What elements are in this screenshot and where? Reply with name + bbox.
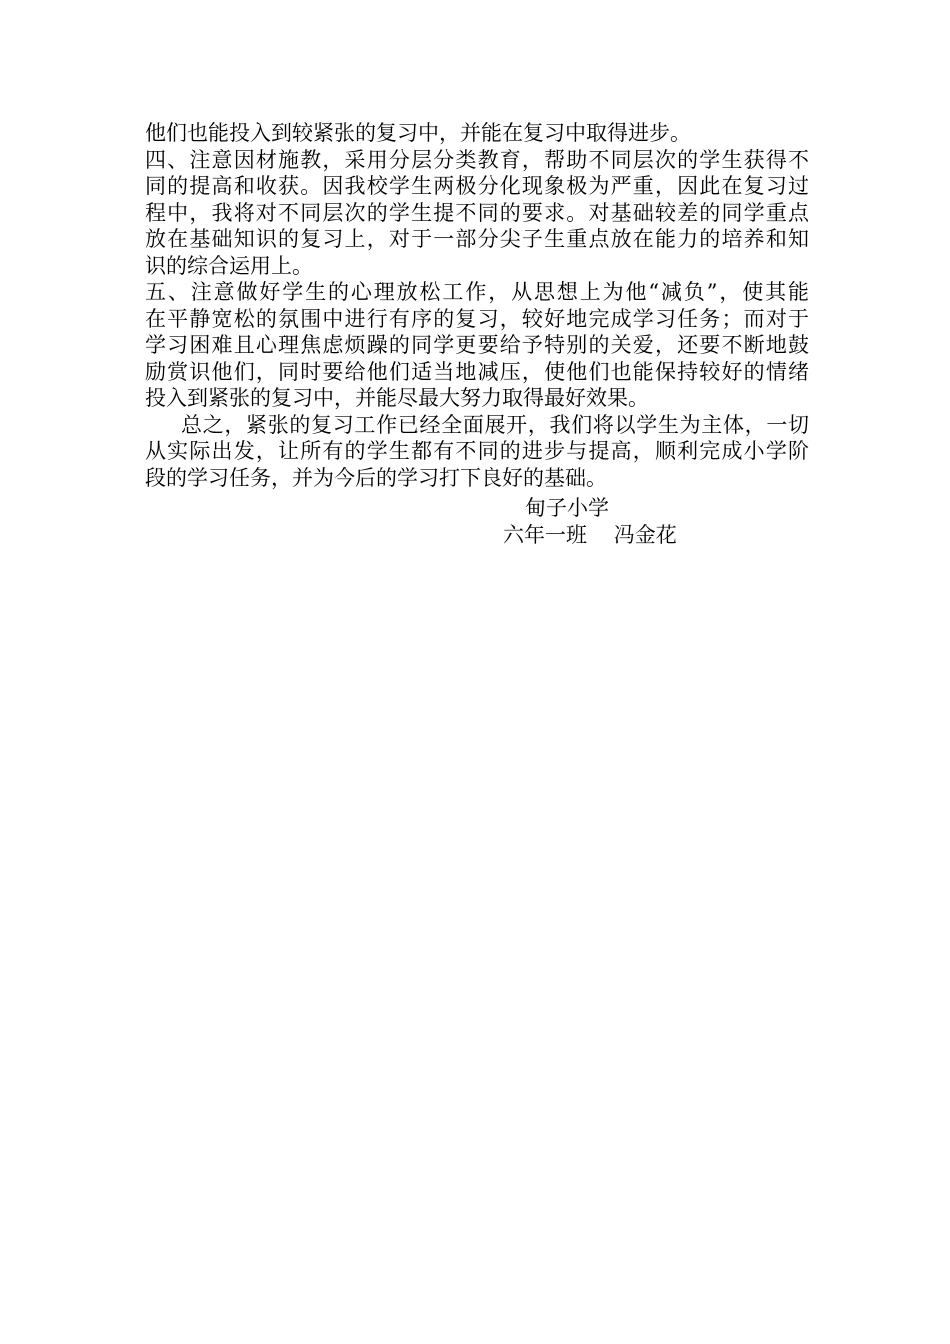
signature-school: 甸子小学 (525, 496, 609, 520)
signature-class-author: 六年一班 冯金花 (503, 523, 677, 547)
text-line: 识的综合运用上。 (145, 253, 313, 278)
document-body (145, 120, 809, 491)
text-line: 五、注意做好学生的心理放松工作，从思想上为他“减负”，使其能 (145, 280, 809, 304)
text-line: 他们也能投入到较紧张的复习中，并能在复习中取得进步。 (145, 121, 691, 145)
text-line: 四、注意因材施教，采用分层分类教育，帮助不同层次的学生获得不 (145, 147, 809, 172)
text-line: 同的提高和收获。因我校学生两极分化现象极为严重，因此在复习过 (145, 174, 809, 198)
text-line: 总之，紧张的复习工作已经全面展开，我们将以学生为主体，一切 (181, 412, 809, 437)
text-line: 程中，我将对不同层次的学生提不同的要求。对基础较差的同学重点 (145, 200, 809, 225)
text-line: 励赏识他们，同时要给他们适当地减压，使他们也能保持较好的情绪 (145, 359, 809, 384)
text-line: 段的学习任务，并为今后的学习打下良好的基础。 (145, 465, 607, 490)
text-line: 从实际出发，让所有的学生都有不同的进步与提高，顺利完成小学阶 (145, 439, 809, 463)
text-line: 投入到紧张的复习中，并能尽最大努力取得最好效果。 (145, 386, 649, 410)
text-line: 学习困难且心理焦虑烦躁的同学更要给予特别的关爱，还要不断地鼓 (145, 333, 809, 357)
text-line: 在平静宽松的氛围中进行有序的复习，较好地完成学习任务；而对于 (145, 306, 809, 331)
text-line: 放在基础知识的复习上，对于一部分尖子生重点放在能力的培养和知 (145, 227, 809, 251)
